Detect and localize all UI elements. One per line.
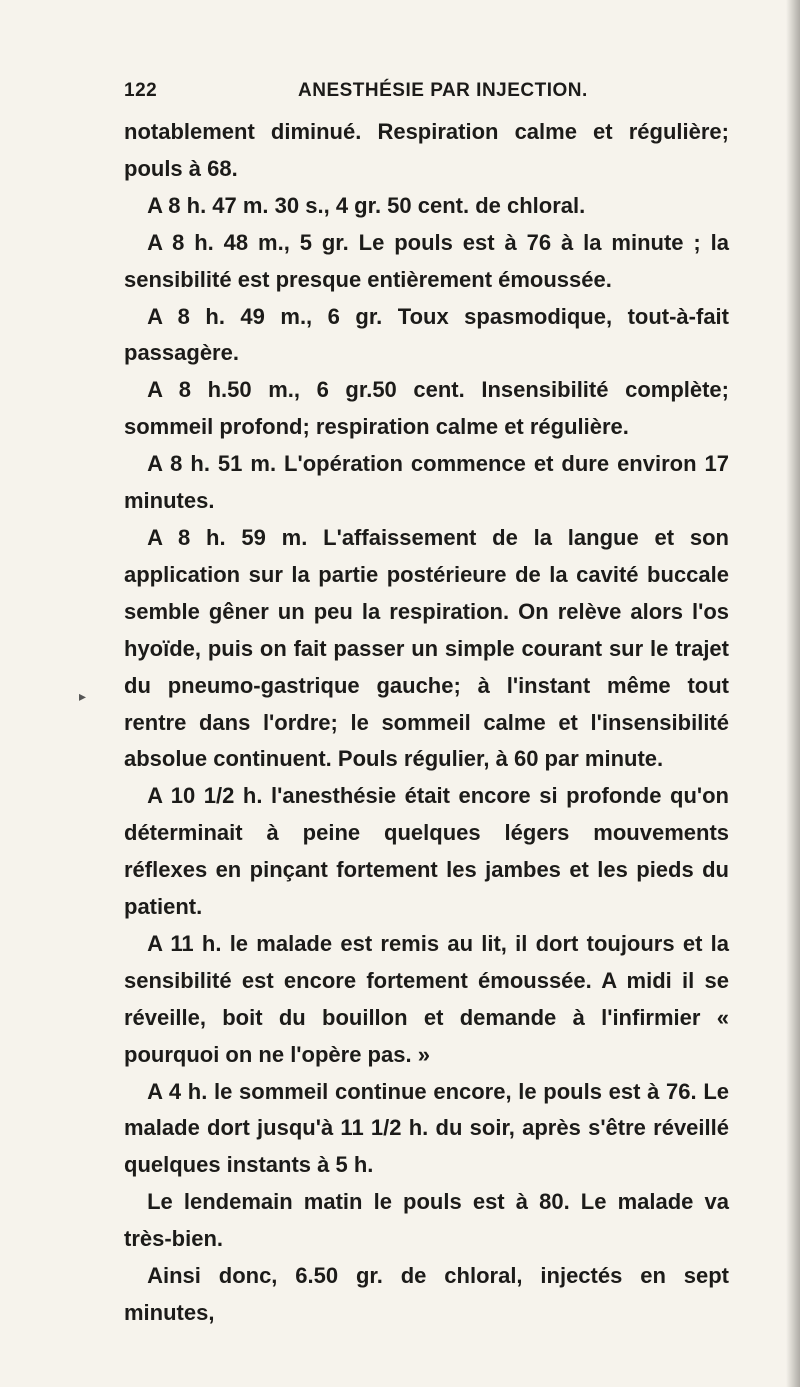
body-text (124, 114, 729, 1332)
running-title: ANESTHÉSIE PAR INJECTION. (298, 80, 588, 101)
paragraph-continuation: notablement diminué. Respiration calme et régulière; pouls à 68. (124, 119, 729, 181)
paragraph-4h: A 4 h. le sommeil continue encore, le pouls est à 76. Le malade dort jusqu'à 11 1/2 h. du soir, après s'être réveillé quelques instants à 5 h. (124, 1078, 729, 1178)
paragraph-11h: A 11 h. le malade est remis au lit, il dort toujours et la sensibilité est encore fortement émoussée. A midi il se réveille, boit du bouillon et demande à l'infirmier « pourquoi on ne l'opère pas. » (124, 930, 729, 1067)
paragraph-8h51: A 8 h. 51 m. L'opération commence et dure environ 17 minutes. (124, 451, 729, 514)
page-edge-shadow (786, 0, 800, 1387)
page-header (124, 72, 729, 108)
paragraph-8h59: A 8 h. 59 m. L'affaissement de la langue et son application sur la partie postérieure de la cavité buccale semble gêner un peu la respiration. On relève alors l'os hyoïde, puis on fait passer un simple courant sur le trajet du pneumo-gastrique gauche; à l'instant même tout rentre dans l'ordre; le sommeil calme et l'insensibilité absolue continuent. Pouls régulier, à 60 par minute. (124, 524, 729, 772)
paragraph-lendemain: Le lendemain matin le pouls est à 80. Le malade va très-bien. (124, 1189, 729, 1252)
paragraph-8h49: A 8 h. 49 m., 6 gr. Toux spasmodique, tout-à-fait passagère. (124, 303, 729, 366)
paragraph-8h50: A 8 h.50 m., 6 gr.50 cent. Insensibilité complète; sommeil profond; respiration calme et régulière. (124, 377, 729, 440)
page-number: 122 (124, 80, 158, 101)
paragraph-10h30: A 10 1/2 h. l'anesthésie était encore si profonde qu'on déterminait à peine quelques légers mouvements réflexes en pinçant fortement les jambes et les pieds du patient. (124, 783, 729, 920)
margin-mark: ▸ (79, 688, 87, 704)
paragraph-ainsi: Ainsi donc, 6.50 gr. de chloral, injectés en sept minutes, (124, 1263, 729, 1325)
paragraph-8h48: A 8 h. 48 m., 5 gr. Le pouls est à 76 à la minute ; la sensibilité est presque entièrement émoussée. (124, 229, 729, 292)
paragraph-8h47: A 8 h. 47 m. 30 s., 4 gr. 50 cent. de chloral. (147, 192, 586, 218)
